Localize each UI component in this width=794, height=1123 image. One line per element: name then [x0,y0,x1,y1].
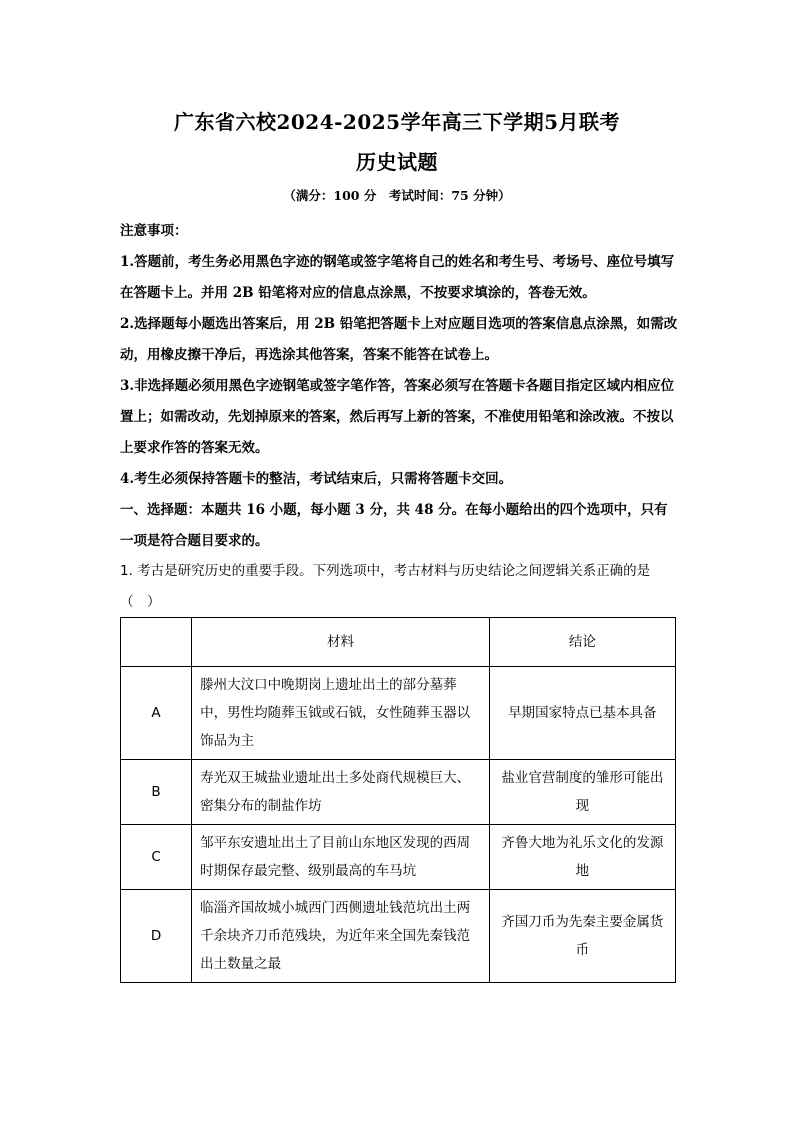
material-cell: 寿光双王城盐业遗址出土多处商代规模巨大、密集分布的制盐作坊 [192,760,490,825]
material-cell: 滕州大汶口中晚期岗上遗址出土的部分墓葬中，男性均随葬玉钺或石钺，女性随葬玉器以饰品为主 [192,667,490,760]
question-stem: 1. 考古是研究历史的重要手段。下列选项中，考古材料与历史结论之间逻辑关系正确的是（ ） [120,563,651,610]
question-1 [120,556,680,618]
header-option [121,618,192,667]
conclusion-cell: 早期国家特点已基本具备 [489,667,675,760]
notes-section [120,216,680,557]
section-title: 一、选择题：本题共 16 小题，每小题 3 分，共 48 分。在每小题给出的四个选项中，只有一项是符合题目要求的。 [120,502,668,549]
header-conclusion: 结论 [489,618,675,667]
note-item: 1.答题前，考生务必用黑色字迹的钢笔或签字笔将自己的姓名和考生号、考场号、座位号填写在答题卡上。并用 2B 铅笔将对应的信息点涂黑，不按要求填涂的，答卷无效。 [120,254,675,301]
note-item: 2.选择题每小题选出答案后，用 2B 铅笔把答题卡上对应题目选项的答案信息点涂黑，如需改动，用橡皮擦干净后，再选涂其他答案，答案不能答在试卷上。 [120,316,678,363]
conclusion-cell: 盐业官营制度的雏形可能出现 [489,760,675,825]
page-title: 广东省六校2024-2025学年高三下学期5月联考 [173,110,621,134]
note-item: 3.非选择题必须用黑色字迹钢笔或签字笔作答，答案必须写在答题卡各题目指定区域内相应位置上；如需改动，先划掉原来的答案，然后再写上新的答案，不准使用铅笔和涂改液。不按以上要求作答的答案无效。 [120,378,675,456]
table-row [121,667,676,760]
table-row [121,825,676,890]
note-item: 4.考生必须保持答题卡的整洁，考试结束后，只需将答题卡交回。 [120,471,513,487]
table-row [121,890,676,983]
table-row [121,760,676,825]
option-label: B [121,760,192,825]
question-1-table [120,617,676,983]
material-cell: 邹平东安遗址出土了目前山东地区发现的西周时期保存最完整、级别最高的车马坑 [192,825,490,890]
conclusion-cell: 齐国刀币为先秦主要金属货币 [489,890,675,983]
table-header-row [121,618,676,667]
option-label: C [121,825,192,890]
notes-heading: 注意事项： [120,223,188,239]
option-label: A [121,667,192,760]
page-subtitle: 历史试题 [356,150,438,174]
exam-info: （满分：100 分 考试时间：75 分钟） [283,188,511,203]
conclusion-cell: 齐鲁大地为礼乐文化的发源地 [489,825,675,890]
option-label: D [121,890,192,983]
header-material: 材料 [192,618,490,667]
material-cell: 临淄齐国故城小城西门西侧遗址钱范坑出土两千余块齐刀币范残块，为近年来全国先秦钱范出土数量之最 [192,890,490,983]
